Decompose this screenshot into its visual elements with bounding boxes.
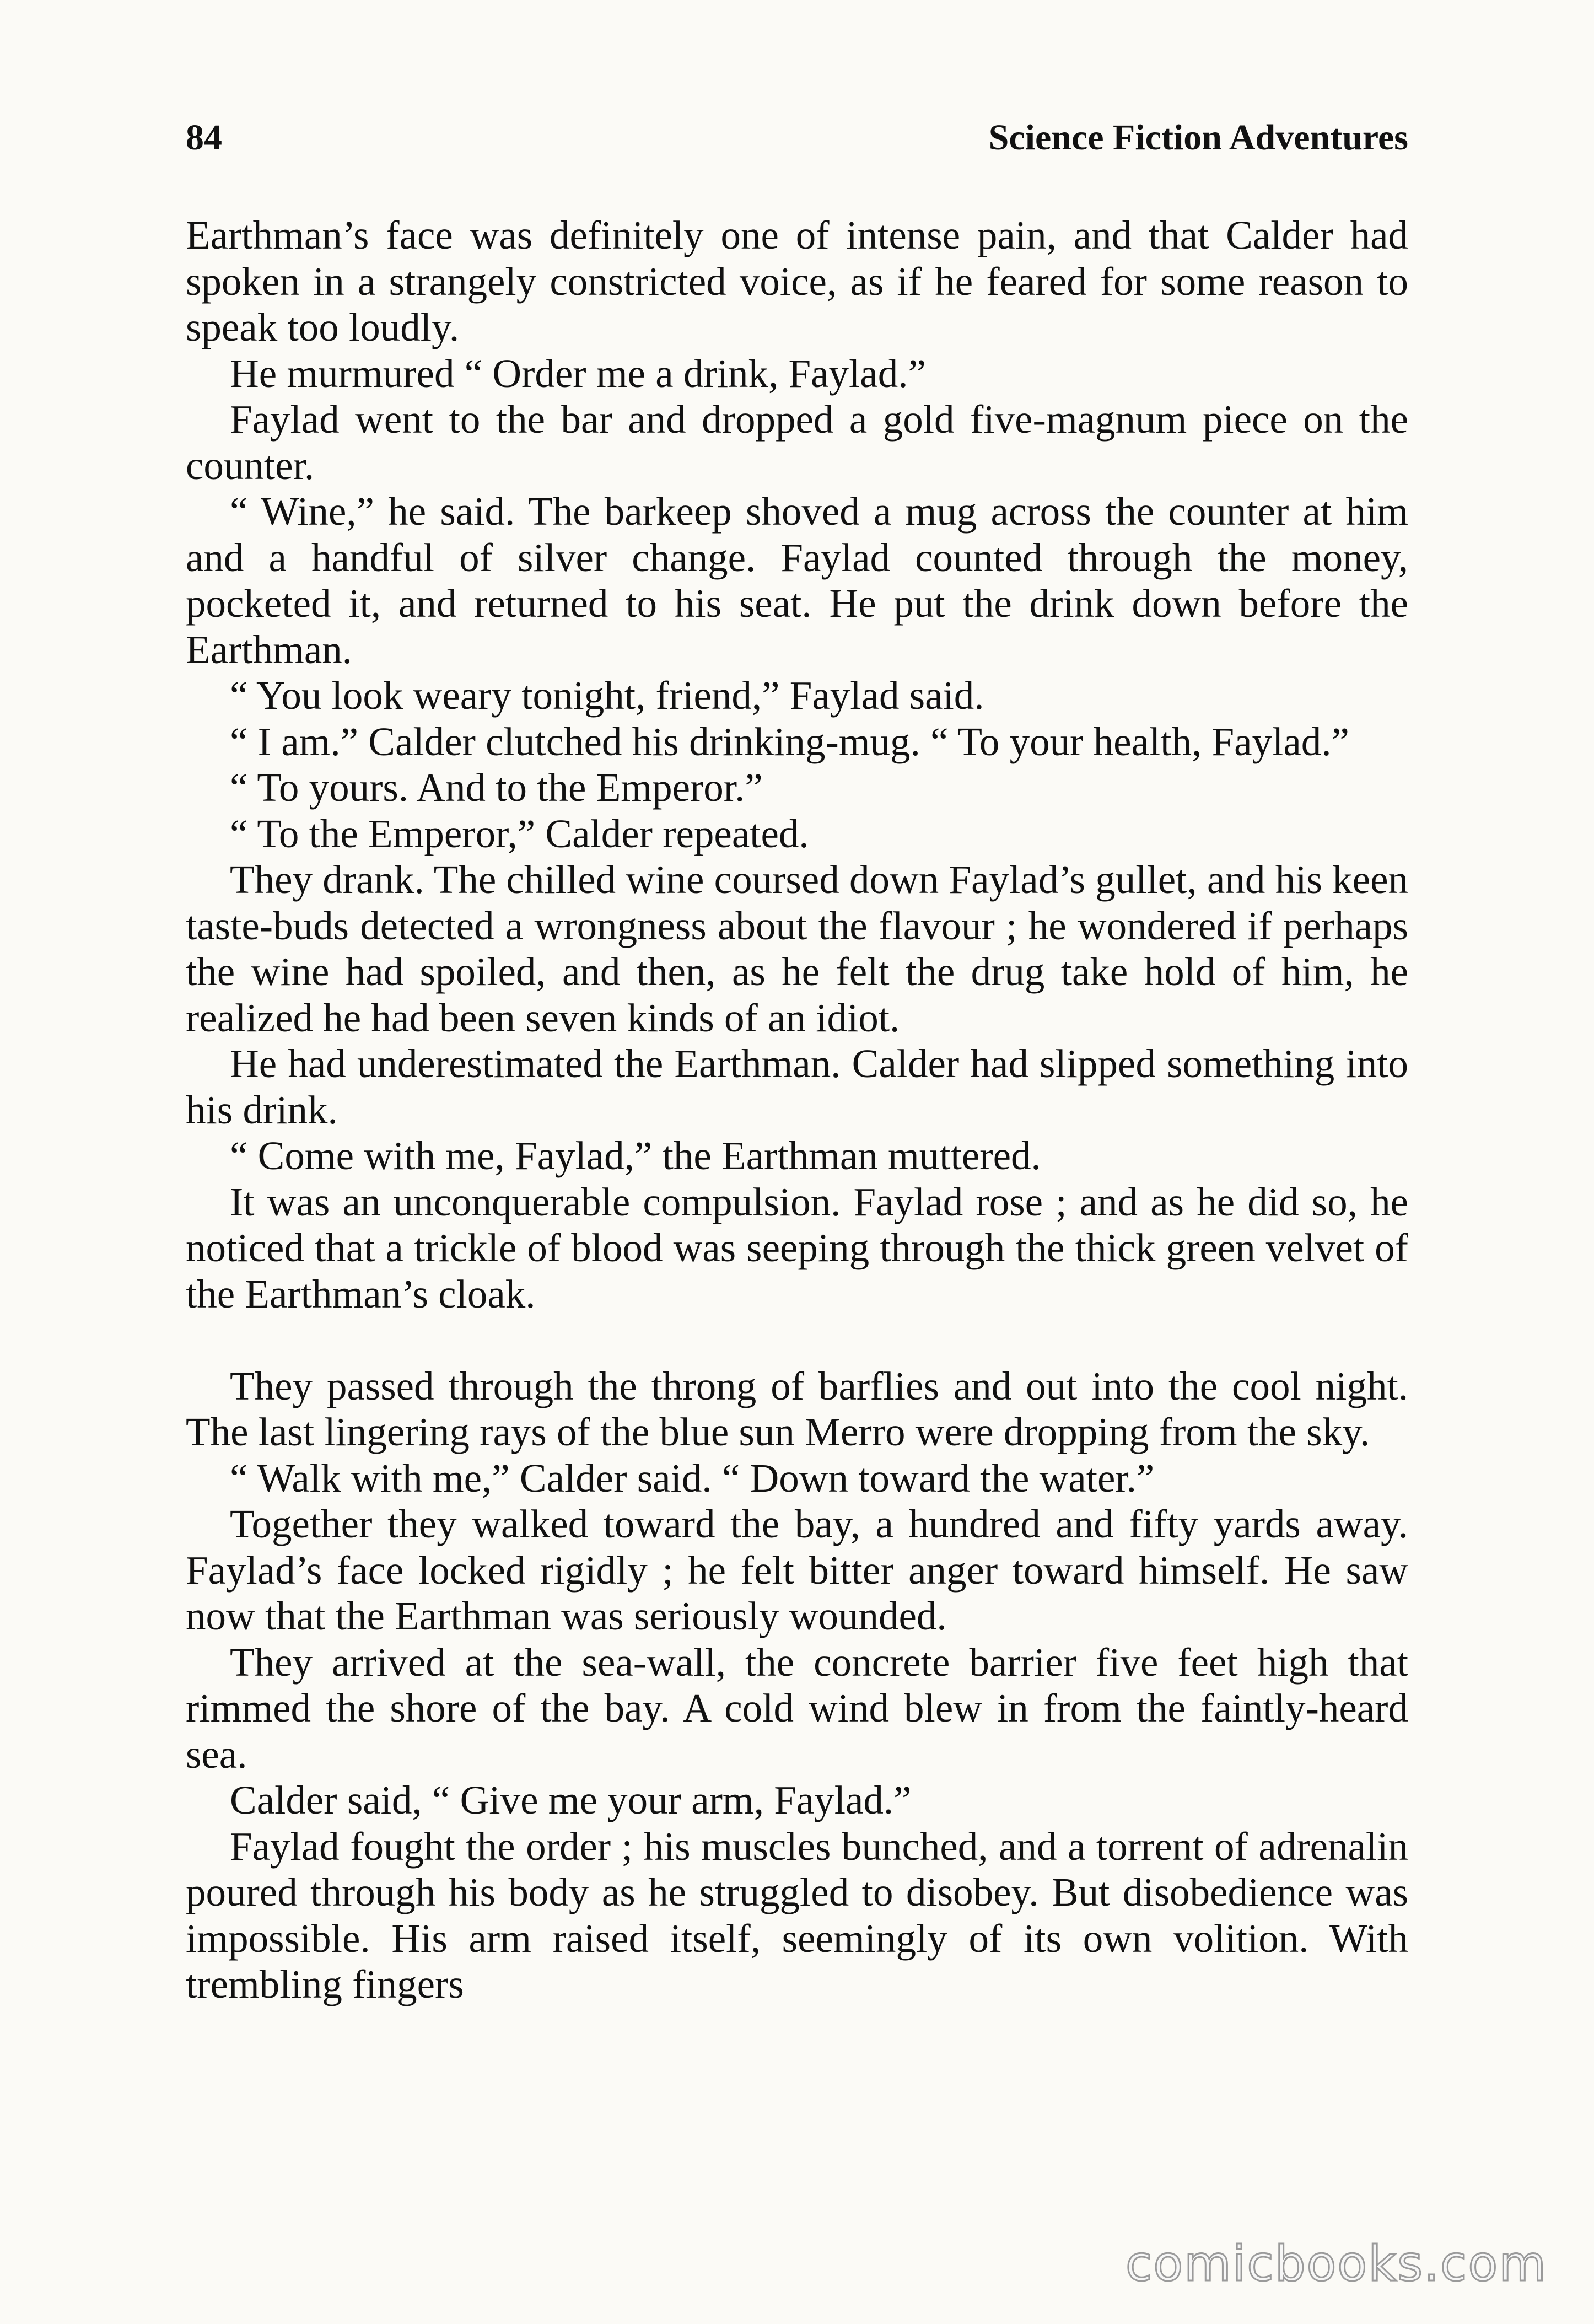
paragraph: “ I am.” Calder clutched his drinking-mug. “ To your health, Faylad.” <box>230 719 1349 764</box>
paragraph: Faylad went to the bar and dropped a gold five-magnum piece on the counter. <box>186 397 1408 488</box>
paragraph: “ Walk with me,” Calder said. “ Down toward the water.” <box>230 1455 1155 1500</box>
paragraph: It was an unconquerable compulsion. Faylad rose ; and as he did so, he noticed that a trickle of blood was seeping through the thick green velvet of the Earthman’s cloak. <box>186 1179 1408 1316</box>
paragraph: They drank. The chilled wine coursed down Faylad’s gullet, and his keen taste-buds detected a wrongness about the flavour ; he wondered if perhaps the wine had spoiled, and then, as he felt the drug take hold of him, he realized he had been seven kinds of an idiot. <box>186 857 1408 1040</box>
watermark: comicbooks.com <box>1125 2235 1547 2292</box>
paragraph: “ To the Emperor,” Calder repeated. <box>230 811 809 856</box>
paragraph: “ To yours. And to the Emperor.” <box>230 765 763 810</box>
page-number: 84 <box>186 117 222 158</box>
body-text <box>186 212 1408 2008</box>
paragraph: They arrived at the sea-wall, the concrete barrier five feet high that rimmed the shore of the bay. A cold wind blew in from the faintly-heard sea. <box>186 1639 1408 1777</box>
paragraph: “ Wine,” he said. The barkeep shoved a mug across the counter at him and a handful of silver change. Faylad counted through the money, pocketed it, and returned to his seat. He put the drink down before the Earthman. <box>186 489 1408 672</box>
running-title: Science Fiction Adventures <box>988 117 1408 158</box>
paragraph: He murmured “ Order me a drink, Faylad.” <box>230 351 926 396</box>
paragraph: He had underestimated the Earthman. Calder had slipped something into his drink. <box>186 1041 1408 1132</box>
paragraph: They passed through the throng of barflies and out into the cool night. The last lingering rays of the blue sun Merro were dropping from the sky. <box>186 1363 1408 1454</box>
paragraph: Faylad fought the order ; his muscles bunched, and a torrent of adrenalin poured through his body as he struggled to disobey. But disobedience was impossible. His arm raised itself, seemingly of its own volition. With trembling fingers <box>186 1823 1408 2006</box>
section-break <box>186 1317 1408 1363</box>
paragraph: Earthman’s face was definitely one of intense pain, and that Calder had spoken in a strangely constricted voice, as if he feared for some reason to speak too loudly. <box>186 213 1408 349</box>
paragraph: Calder said, “ Give me your arm, Faylad.” <box>230 1778 912 1822</box>
paragraph: “ Come with me, Faylad,” the Earthman muttered. <box>230 1133 1041 1178</box>
paragraph: “ You look weary tonight, friend,” Faylad said. <box>230 673 984 718</box>
paragraph: Together they walked toward the bay, a hundred and fifty yards away. Faylad’s face locked rigidly ; he felt bitter anger toward himself. He saw now that the Earthman was seriously wounded. <box>186 1502 1408 1638</box>
running-header <box>186 117 1408 177</box>
